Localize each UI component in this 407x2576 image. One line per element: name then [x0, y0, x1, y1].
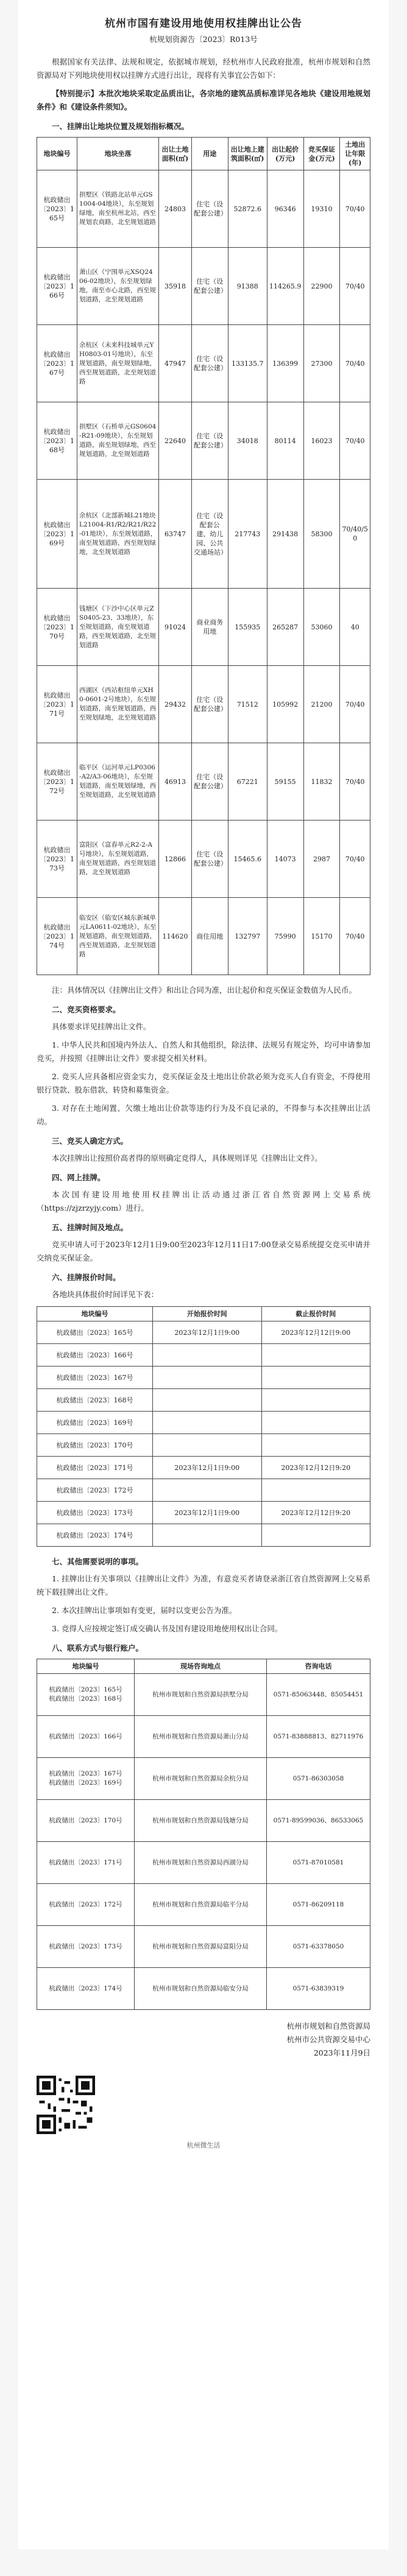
lot-deposit: 11832	[303, 743, 340, 821]
header-use: 用途	[191, 138, 228, 170]
lot-start-price: 96346	[267, 170, 303, 248]
schedule-start: 2023年12月1日9:00	[153, 1457, 262, 1479]
lot-years: 70/40	[340, 248, 370, 325]
lot-location: 萧山区（宁围单元XSQ2406-02地块），东至规划绿地，南至市心北路，西至规划道路，北至规划道路	[77, 248, 159, 325]
lot-years: 70/40	[340, 743, 370, 821]
schedule-lot: 杭政储出〔2023〕173号	[37, 1502, 153, 1524]
lot-floor-area: 34018	[228, 402, 267, 480]
apply-paragraph: 竞买申请人可于2023年12月1日9:00至2023年12月11日17:00登录交易系统提交竞买申请并交纳竞买保证金。	[37, 1240, 370, 1262]
lot-location: 富阳区（富春单元R2-2-A号地块），东至规划道路，南至规划道路，西至规划道路，北至规划道路	[77, 821, 159, 898]
lot-start-price: 14073	[267, 821, 303, 898]
header-deposit: 竞买保证金(万元)	[303, 138, 340, 170]
contact-place: 杭州市规划和自然资源局西湖分局	[135, 1842, 267, 1884]
sign-org-1: 杭州市规划和自然资源局	[286, 2021, 370, 2031]
lot-row	[37, 480, 370, 589]
schedule-lot: 杭政储出〔2023〕171号	[37, 1457, 153, 1479]
lot-area: 91024	[159, 589, 192, 666]
lot-years: 70/40	[340, 170, 370, 248]
contact-phone: 0571-86209118	[267, 1884, 370, 1926]
lots-footnote: 注：具体情况以《挂牌出让文件》和出让合同为准，出让起价和竞买保证金数值为人民币。	[52, 985, 357, 995]
online-paragraph: 本次国有建设用地使用权挂牌出让活动通过浙江省自然资源网上交易系统（https://zjzrzyjy.com）进行。	[37, 1190, 370, 1213]
lot-deposit: 53060	[303, 589, 340, 666]
schedule-end: 2023年12月12日9:00	[261, 1321, 370, 1344]
lot-row	[37, 170, 370, 248]
lot-area: 22640	[159, 402, 192, 480]
schedule-row	[37, 1367, 370, 1389]
lot-start-price: 291438	[267, 480, 303, 589]
special-notice: 【特别提示】本批次地块采取定品质出让，各宗地的建筑品质标准详见各地块《建设用地规划条件》和《建设条件须知》。	[37, 89, 370, 111]
lot-number: 杭政储出〔2023〕166号	[37, 248, 77, 325]
lot-floor-area: 67221	[228, 743, 267, 821]
lot-start-price: 136399	[267, 325, 303, 402]
lot-area: 47947	[159, 325, 192, 402]
lot-deposit: 19310	[303, 170, 340, 248]
lot-floor-area: 52872.6	[228, 170, 267, 248]
lot-row	[37, 325, 370, 402]
contact-place: 杭州市规划和自然资源局余杭分局	[135, 1758, 267, 1800]
contact-place: 杭州市规划和自然资源局临安分局	[135, 1968, 267, 2010]
lot-location: 余杭区（北部新城L21地块L21004-R1/R2/R21/R22-01地块），东至规划道路，南至规划道路，西至规划绿地，北至规划道路	[77, 480, 159, 589]
schedule-start: 2023年12月1日9:00	[153, 1321, 262, 1344]
lot-floor-area: 217743	[228, 480, 267, 589]
contact-row	[37, 1758, 370, 1800]
contact-lot: 杭政储出〔2023〕174号	[37, 1968, 135, 2010]
schedule-end: 2023年12月12日9:20	[261, 1457, 370, 1479]
lot-deposit: 22900	[303, 248, 340, 325]
lot-years: 70/40	[340, 666, 370, 743]
lot-floor-area: 132797	[228, 898, 267, 975]
schedule-end	[261, 1389, 370, 1412]
requirement-1: 1. 中华人民共和国境内外法人、自然人和其他组织，除法律、法规另有规定外，均可申请参加竞买，并按照《挂牌出让文件》要求提交相关材料。	[37, 1040, 370, 1063]
document-number: 杭规划资源告〔2023〕R013号	[149, 35, 258, 44]
lot-deposit: 21200	[303, 666, 340, 743]
requirement-2: 2. 竞买人应具备相应资金实力，竞买保证金及土地出让价款必须为竞买人自有资金，不得使用银行贷款、股东借款、转贷和募集资金。	[37, 1072, 370, 1094]
other-3: 3. 竞得人应按规定签订成交确认书及国有建设用地使用权出让合同。	[52, 1624, 283, 1633]
lot-row	[37, 898, 370, 975]
schedule-table	[37, 1306, 370, 1547]
lot-start-price: 75990	[267, 898, 303, 975]
section-heading-5: 五、挂牌时间及地点。	[52, 1223, 129, 1232]
contact-row	[37, 1674, 370, 1716]
contact-place: 杭州市规划和自然资源局拱墅分局	[135, 1674, 267, 1716]
lot-area: 12866	[159, 821, 192, 898]
section-heading-3: 三、竞买人确定方式。	[52, 1136, 129, 1146]
schedule-start	[153, 1434, 262, 1457]
lot-years: 70/40	[340, 898, 370, 975]
contact-place: 杭州市规划和自然资源局临平分局	[135, 1884, 267, 1926]
lot-row	[37, 402, 370, 480]
contact-place: 杭州市规划和自然资源局富阳分局	[135, 1926, 267, 1968]
lot-number: 杭政储出〔2023〕168号	[37, 402, 77, 480]
page-title: 杭州市国有建设用地使用权挂牌出让公告	[105, 18, 302, 30]
section-heading-2: 二、竞买资格要求。	[52, 1005, 121, 1014]
header-area: 出让土地面积(㎡)	[159, 138, 192, 170]
header-years: 土地出让年限(年)	[340, 138, 370, 170]
lot-row	[37, 589, 370, 666]
requirement-summary: 具体要求详见挂牌出让文件。	[52, 1022, 151, 1031]
sign-date: 2023年11月9日	[313, 2048, 370, 2057]
lot-area: 24803	[159, 170, 192, 248]
schedule-start	[153, 1389, 262, 1412]
schedule-lot: 杭政储出〔2023〕166号	[37, 1344, 153, 1367]
lot-use: 住宅（设配套公建）	[191, 325, 228, 402]
schedule-header-lot: 地块编号	[37, 1307, 153, 1321]
lot-use: 住宅（设配套公建）	[191, 402, 228, 480]
lot-floor-area: 71512	[228, 666, 267, 743]
section-heading-8: 八、联系方式与银行账户。	[52, 1643, 144, 1653]
contact-phone: 0571-87010581	[267, 1842, 370, 1884]
schedule-end	[261, 1412, 370, 1434]
section-heading-1: 一、挂牌出让地块位置及规划指标概况。	[52, 122, 189, 131]
schedule-start	[153, 1344, 262, 1367]
other-1: 1. 挂牌出让有关事项以《挂牌出让文件》为准，有意竞买者请登录浙江省自然资源网上交易系统下载挂牌出让文件。	[37, 1574, 370, 1597]
lot-use: 住宅（设配套公建）	[191, 821, 228, 898]
lot-floor-area: 133135.7	[228, 325, 267, 402]
lot-location: 拱墅区（铁路北站单元GS1004-04地块），东至规划绿地，南至杭州北站，西至规划农商路，北至规划道路	[77, 170, 159, 248]
lot-number: 杭政储出〔2023〕174号	[37, 898, 77, 975]
contact-table	[37, 1659, 370, 2010]
lot-number: 杭政储出〔2023〕172号	[37, 743, 77, 821]
lot-area: 63747	[159, 480, 192, 589]
schedule-header-end: 截止报价时间	[261, 1307, 370, 1321]
schedule-row	[37, 1321, 370, 1344]
lot-deposit: 2987	[303, 821, 340, 898]
lot-start-price: 59155	[267, 743, 303, 821]
lot-deposit: 27300	[303, 325, 340, 402]
lot-floor-area: 155935	[228, 589, 267, 666]
schedule-intro: 各地块具体报价时间详见下表：	[52, 1290, 159, 1299]
lot-use: 商住用地	[191, 898, 228, 975]
contact-phone: 0571-63839319	[267, 1968, 370, 2010]
lot-use: 住宅（设配套公建）	[191, 666, 228, 743]
lots-table	[37, 137, 370, 975]
other-2: 2. 本次挂牌出让事项如有变更，届时以变更公告为准。	[52, 1606, 237, 1615]
schedule-row	[37, 1344, 370, 1367]
lot-number: 杭政储出〔2023〕167号	[37, 325, 77, 402]
lot-number: 杭政储出〔2023〕169号	[37, 480, 77, 589]
schedule-header-row	[37, 1307, 370, 1321]
announcement-page	[18, 0, 389, 2549]
lot-number: 杭政储出〔2023〕173号	[37, 821, 77, 898]
lot-deposit: 58300	[303, 480, 340, 589]
schedule-start	[153, 1524, 262, 1547]
schedule-start: 2023年12月1日9:00	[153, 1502, 262, 1524]
lot-number: 杭政储出〔2023〕165号	[37, 170, 77, 248]
section-heading-6: 六、挂牌报价时间。	[52, 1273, 121, 1282]
lot-area: 35918	[159, 248, 192, 325]
lot-use: 住宅（设配套公建）	[191, 170, 228, 248]
contact-place: 杭州市规划和自然资源局萧山分局	[135, 1716, 267, 1758]
lot-location: 临安区（临安区城东新城单元LA0611-02地块），东至规划道路，南至规划道路，西至规划道路，北至规划道路	[77, 898, 159, 975]
qr-caption: 杭州微生活	[186, 2141, 221, 2149]
sign-org-2: 杭州市公共资源交易中心	[286, 2035, 370, 2044]
contact-lot: 杭政储出〔2023〕165号 杭政储出〔2023〕168号	[37, 1674, 135, 1716]
lot-number: 杭政储出〔2023〕170号	[37, 589, 77, 666]
lot-floor-area: 91388	[228, 248, 267, 325]
lots-header-row	[37, 138, 370, 170]
contact-row	[37, 1716, 370, 1758]
lot-years: 40	[340, 589, 370, 666]
lot-use: 住宅（设配套公建、幼儿园、公共交通场站）	[191, 480, 228, 589]
lot-number: 杭政储出〔2023〕171号	[37, 666, 77, 743]
schedule-end	[261, 1367, 370, 1389]
schedule-row	[37, 1524, 370, 1547]
lot-deposit: 15170	[303, 898, 340, 975]
lot-location: 余杭区（未来科技城单元YH0803-01号地块），东至规划道路，南至规划绿地，西至规划道路，北至规划道路	[77, 325, 159, 402]
lot-years: 70/40	[340, 325, 370, 402]
header-start-price: 出让起价(万元)	[267, 138, 303, 170]
schedule-row	[37, 1479, 370, 1502]
lot-row	[37, 743, 370, 821]
decide-paragraph: 本次挂牌出让按照价高者得的原则确定竞得人，具体规则详见《挂牌出让文件》。	[52, 1153, 322, 1163]
lot-row	[37, 248, 370, 325]
contact-lot: 杭政储出〔2023〕166号	[37, 1716, 135, 1758]
contact-row	[37, 1884, 370, 1926]
header-floor-area: 出让地上建筑面积(㎡)	[228, 138, 267, 170]
lot-use: 住宅（设配套公建）	[191, 743, 228, 821]
lot-area: 29432	[159, 666, 192, 743]
lot-location: 西湖区（西站枢纽单元XH0-0601-2号地块），东至规划道路，南至规划道路，西至规划绿地，北至规划道路	[77, 666, 159, 743]
contact-lot: 杭政储出〔2023〕171号	[37, 1842, 135, 1884]
schedule-row	[37, 1457, 370, 1479]
lot-location: 临平区（运河单元LP0306-A2/A3-06地块），东至规划道路，南至规划绿地，西至规划道路，北至规划道路	[77, 743, 159, 821]
contact-phone: 0571-63378050	[267, 1926, 370, 1968]
schedule-row	[37, 1389, 370, 1412]
header-lot-no: 地块编号	[37, 138, 77, 170]
schedule-header-start: 开始报价时间	[153, 1307, 262, 1321]
lot-start-price: 80114	[267, 402, 303, 480]
signature-block	[37, 2020, 370, 2060]
schedule-row	[37, 1434, 370, 1457]
schedule-lot: 杭政储出〔2023〕172号	[37, 1479, 153, 1502]
schedule-lot: 杭政储出〔2023〕170号	[37, 1434, 153, 1457]
lot-row	[37, 821, 370, 898]
schedule-start	[153, 1412, 262, 1434]
schedule-lot: 杭政储出〔2023〕174号	[37, 1524, 153, 1547]
contact-header-phone: 咨询电话	[267, 1659, 370, 1674]
contact-phone: 0571-85063448、85054451	[267, 1674, 370, 1716]
section-heading-4: 四、网上挂牌。	[52, 1173, 105, 1182]
lot-row	[37, 666, 370, 743]
schedule-start	[153, 1479, 262, 1502]
lot-location: 钱塘区（下沙中心区单元ZS0405-23、33地块），东至规划道路，南至规划道路，西至规划道路，北至规划道路	[77, 589, 159, 666]
contact-lot: 杭政储出〔2023〕170号	[37, 1800, 135, 1842]
schedule-start	[153, 1367, 262, 1389]
schedule-end	[261, 1344, 370, 1367]
lot-start-price: 265287	[267, 589, 303, 666]
contact-header-place: 现场咨询地点	[135, 1659, 267, 1674]
contact-place: 杭州市规划和自然资源局钱塘分局	[135, 1800, 267, 1842]
contact-header-row	[37, 1659, 370, 1674]
section-heading-7: 七、其他需要说明的事项。	[52, 1557, 144, 1566]
contact-phone: 0571-83888813、82711976	[267, 1716, 370, 1758]
intro-paragraph: 根据国家有关法律、法规和规定，依据城市规划，经杭州市人民政府批准，杭州市规划和自然资源局对下列地块使用权以挂牌方式进行出让，现将有关事宜公告如下：	[37, 57, 370, 80]
contact-lot: 杭政储出〔2023〕167号 杭政储出〔2023〕169号	[37, 1758, 135, 1800]
schedule-lot: 杭政储出〔2023〕169号	[37, 1412, 153, 1434]
contact-lot: 杭政储出〔2023〕172号	[37, 1884, 135, 1926]
schedule-lot: 杭政储出〔2023〕167号	[37, 1367, 153, 1389]
lot-years: 70/40	[340, 821, 370, 898]
contact-row	[37, 1926, 370, 1968]
schedule-row	[37, 1502, 370, 1524]
lot-use: 住宅（设配套公建）	[191, 248, 228, 325]
requirement-3: 3. 对存在土地闲置、欠缴土地出让价款等违约行为及不良记录的，不得参与本次挂牌出让活动。	[37, 1104, 370, 1126]
lot-start-price: 114265.9	[267, 248, 303, 325]
schedule-lot: 杭政储出〔2023〕168号	[37, 1389, 153, 1412]
lot-area: 46913	[159, 743, 192, 821]
header-location: 地块坐落	[77, 138, 159, 170]
contact-phone: 0571-86303058	[267, 1758, 370, 1800]
lot-start-price: 105992	[267, 666, 303, 743]
lot-location: 拱墅区（石桥单元GS0604-R21-09地块），东至规划道路，南至规划绿地，西至规划道路，北至规划道路	[77, 402, 159, 480]
lot-years: 70/40/50	[340, 480, 370, 589]
lot-deposit: 16023	[303, 402, 340, 480]
lot-floor-area: 15465.6	[228, 821, 267, 898]
contact-lot: 杭政储出〔2023〕173号	[37, 1926, 135, 1968]
contact-row	[37, 1800, 370, 1842]
schedule-end	[261, 1434, 370, 1457]
schedule-end: 2023年12月12日9:20	[261, 1502, 370, 1524]
contact-header-lot: 地块编号	[37, 1659, 135, 1674]
schedule-end	[261, 1479, 370, 1502]
lot-years: 70/40	[340, 402, 370, 480]
lot-area: 114620	[159, 898, 192, 975]
qr-code-icon[interactable]	[37, 2076, 95, 2134]
lot-use: 商业商务用地	[191, 589, 228, 666]
contact-row	[37, 1968, 370, 2010]
schedule-lot: 杭政储出〔2023〕165号	[37, 1321, 153, 1344]
contact-row	[37, 1842, 370, 1884]
schedule-end	[261, 1524, 370, 1547]
contact-phone: 0571-89599036、86533065	[267, 1800, 370, 1842]
schedule-row	[37, 1412, 370, 1434]
